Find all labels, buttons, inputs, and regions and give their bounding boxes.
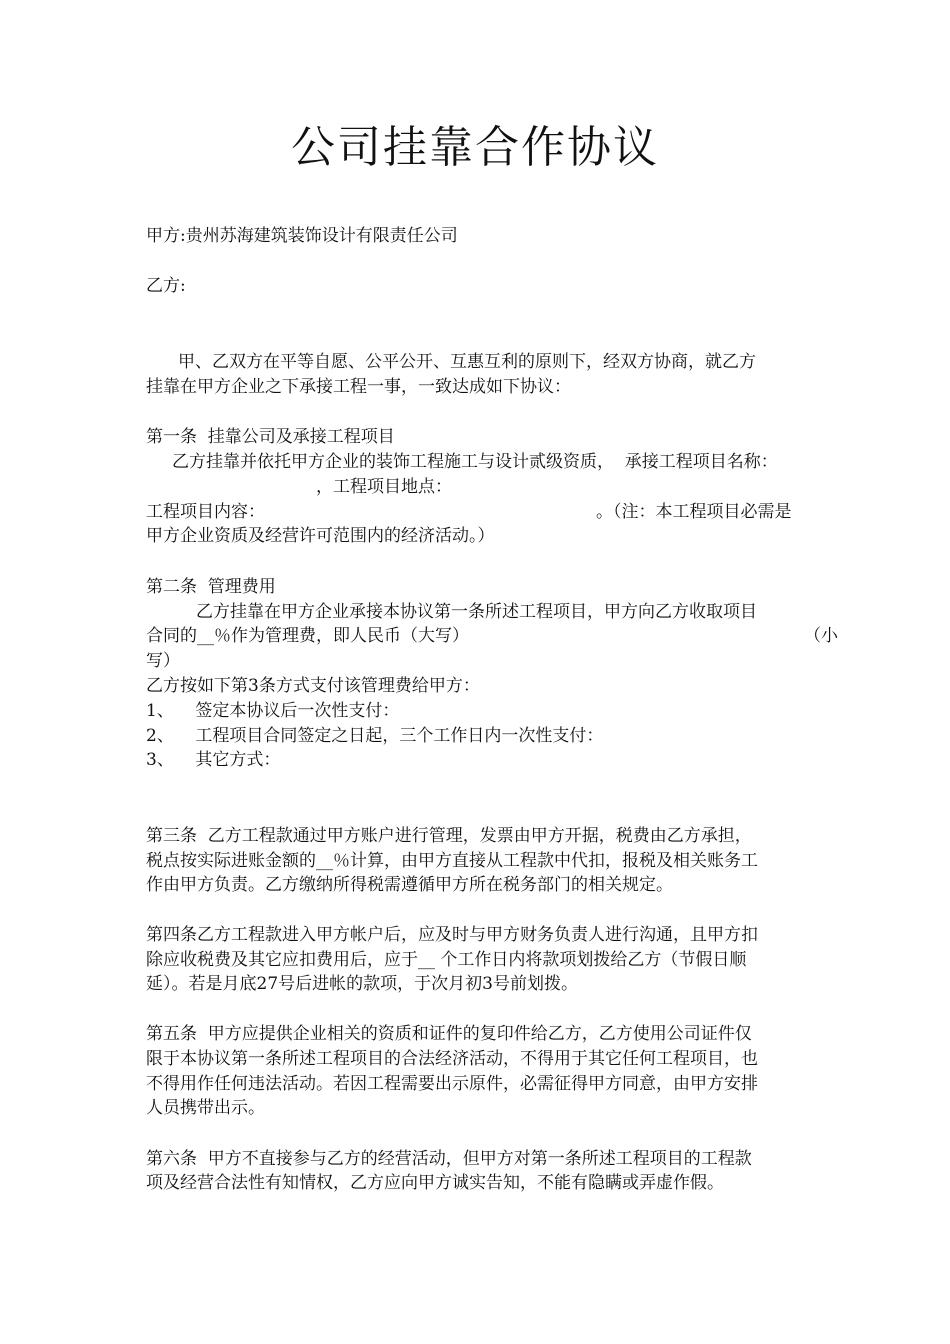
article6-line-1: 第六条 甲方不直接参与乙方的经营活动，但甲方对第一条所述工程项目的工程款 <box>146 1149 752 1169</box>
article1-line-3-left: 工程项目内容： <box>146 502 265 522</box>
article4-line-2: 除应收税费及其它应扣费用后，应于__ 个工作日内将款项划拨给乙方（节假日顺 <box>146 950 747 970</box>
article2-line-3: 写） <box>146 651 180 671</box>
document-title: 公司挂靠合作协议 <box>291 122 659 173</box>
article1-line-1: 乙方挂靠并依托甲方企业的装饰工程施工与设计贰级资质， 承接工程项目名称： <box>172 452 778 472</box>
article2-line-1: 乙方挂靠在甲方企业承接本协议第一条所述工程项目，甲方向乙方收取项目 <box>196 602 757 622</box>
party-a: 甲方:贵州苏海建筑装饰设计有限责任公司 <box>146 226 458 246</box>
article3-line-2: 税点按实际进账金额的__％计算，由甲方直接从工程款中代扣，报税及相关账务工 <box>146 851 758 871</box>
article2-line-4: 乙方按如下第3条方式支付该管理费给甲方： <box>146 676 480 696</box>
article3-line-3: 作由甲方负责。乙方缴纳所得税需遵循甲方所在税务部门的相关规定。 <box>146 875 673 895</box>
article5-line-1: 第五条 甲方应提供企业相关的资质和证件的复印件给乙方，乙方使用公司证件仅 <box>146 1024 752 1044</box>
article5-line-2: 限于本协议第一条所述工程项目的合法经济活动，不得用于其它任何工程项目，也 <box>146 1049 758 1069</box>
article1-heading: 第一条 挂靠公司及承接工程项目 <box>146 427 395 447</box>
payment-item-3: 3、 其它方式： <box>146 750 281 770</box>
article5-line-3: 不得用作任何违法活动。若因工程需要出示原件，必需征得甲方同意，由甲方安排 <box>146 1074 758 1094</box>
article5-line-4: 人员携带出示。 <box>146 1098 265 1118</box>
article1-line-3-right: 。（注：本工程项目必需是 <box>596 502 792 522</box>
article6-line-2: 项及经营合法性有知情权，乙方应向甲方诚实告知，不能有隐瞒或弄虚作假。 <box>146 1173 724 1193</box>
intro-line-2: 挂靠在甲方企业之下承接工程一事，一致达成如下协议： <box>146 377 571 397</box>
article2-line-2-left: 合同的__％作为管理费，即人民币（大写） <box>146 626 469 646</box>
payment-item-2: 2、 工程项目合同签定之日起，三个工作日内一次性支付： <box>146 726 604 746</box>
article3-line-1: 第三条 乙方工程款通过甲方账户进行管理，发票由甲方开据，税费由乙方承担， <box>146 826 752 846</box>
article4-line-1: 第四条乙方工程款进入甲方帐户后，应及时与甲方财务负责人进行沟通，且甲方扣 <box>146 925 758 945</box>
article2-line-2-right: （小 <box>804 626 838 646</box>
intro-line-1: 甲、乙双方在平等自愿、公平公开、互惠互利的原则下，经双方协商，就乙方 <box>178 352 756 372</box>
party-b: 乙方: <box>146 276 186 296</box>
article1-line-4: 甲方企业资质及经营许可范围内的经济活动。） <box>146 526 495 546</box>
article2-heading: 第二条 管理费用 <box>146 577 276 597</box>
payment-item-1: 1、 签定本协议后一次性支付： <box>146 701 400 721</box>
article4-line-3: 延）。若是月底27号后进帐的款项，于次月初3号前划拨。 <box>146 974 578 994</box>
article1-line-2: ，工程项目地点： <box>316 477 452 497</box>
